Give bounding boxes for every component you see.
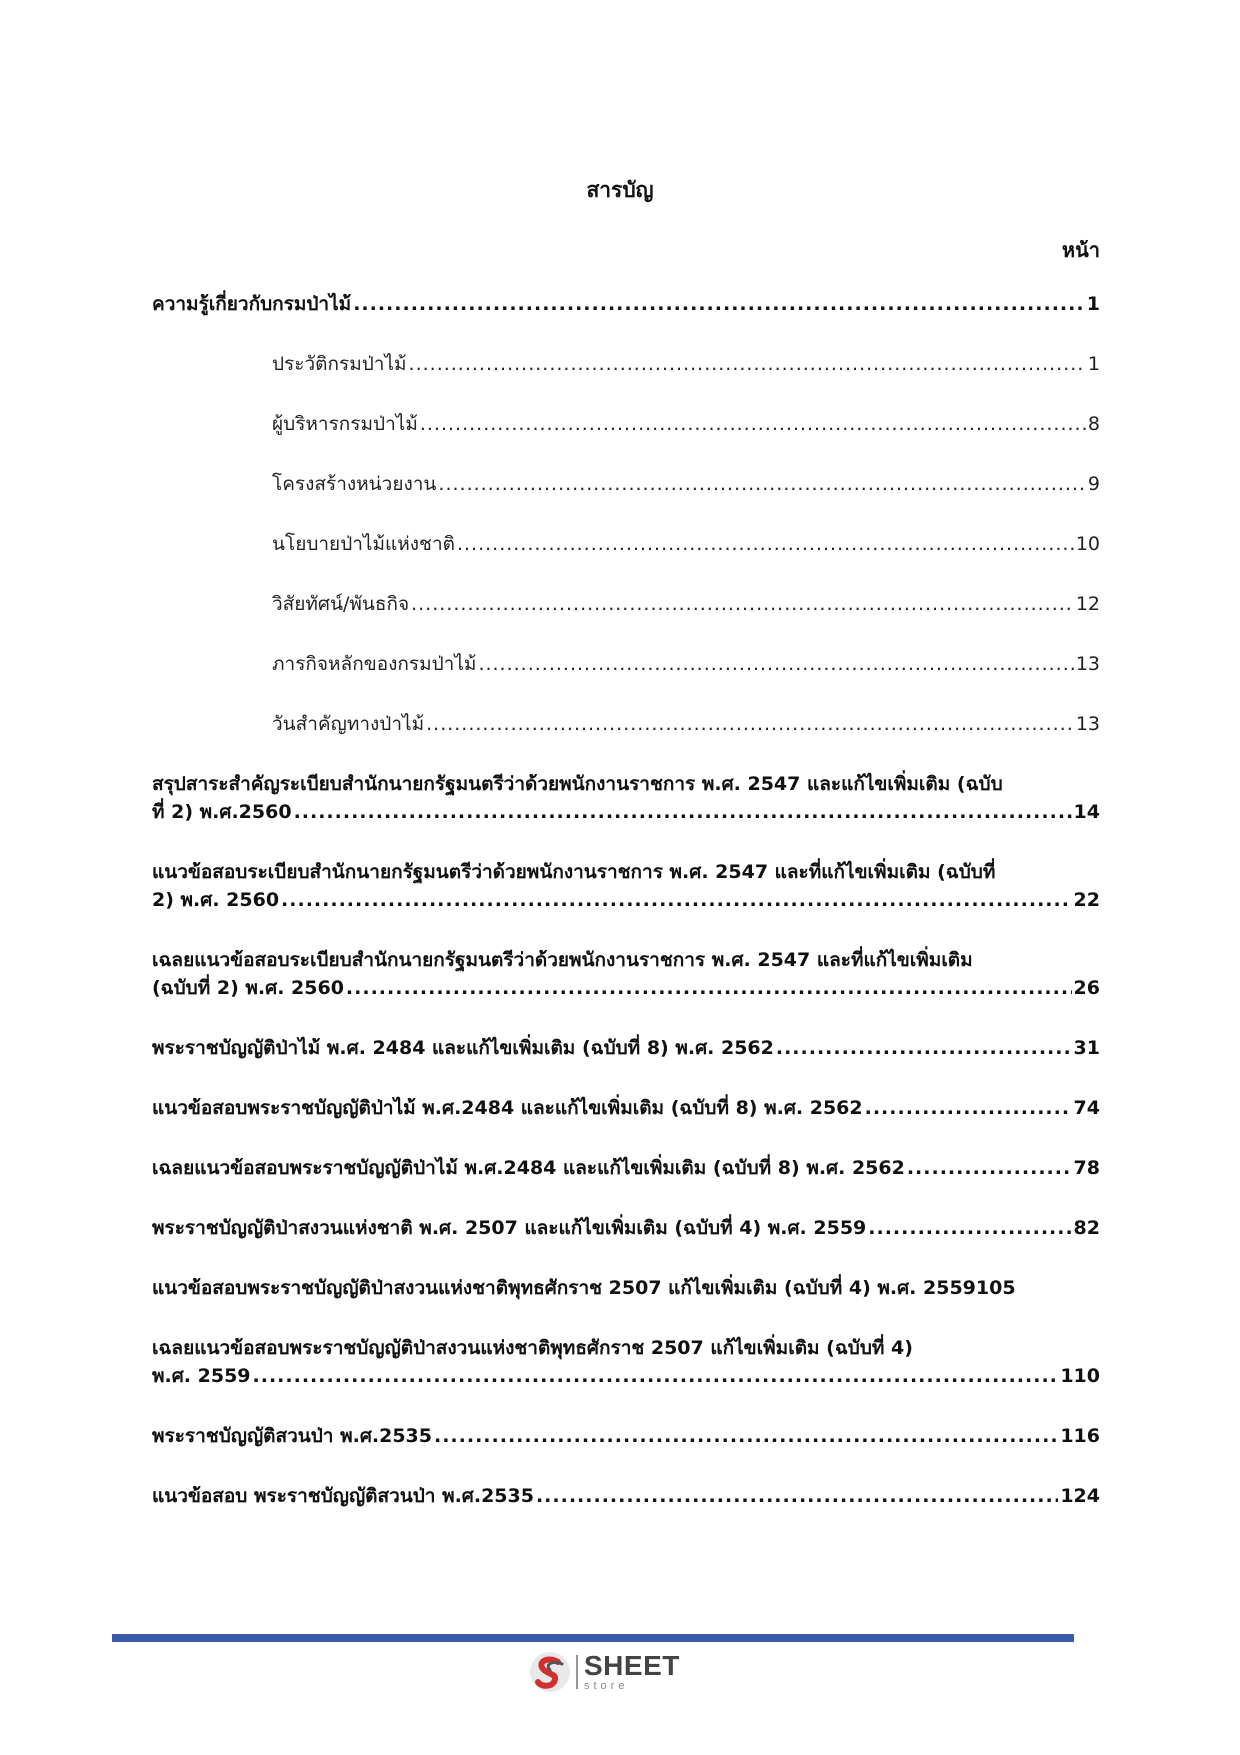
toc-entry-first-line: เฉลยแนวข้อสอบระเบียบสำนักนายกรัฐมนตรีว่าด้วยพนักงานราชการ พ.ศ. 2547 และที่แก้ไขเพิ่มเติม [152,949,973,971]
footer-divider [112,1634,1074,1642]
toc-entry-text: แนวข้อสอบ พระราชบัญญัติสวนป่า พ.ศ.2535 [152,1485,534,1507]
toc-entry [272,650,1100,678]
toc-entry-first-line: สรุปสาระสำคัญระเบียบสำนักนายกรัฐมนตรีว่าด้วยพนักงานราชการ พ.ศ. 2547 และแก้ไขเพิ่มเติม (ฉบับ [152,773,1003,795]
toc-entry [152,1334,1100,1390]
dot-leader [536,1482,1058,1510]
toc-entry [152,1094,1100,1122]
dot-leader [457,530,1074,558]
toc-entry [152,1274,1100,1302]
dot-leader [353,290,1085,318]
toc-entry-text: แนวข้อสอบพระราชบัญญัติป่าไม้ พ.ศ.2484 และแก้ไขเพิ่มเติม (ฉบับที่ 8) พ.ศ. 2562 [152,1097,863,1119]
dot-leader [281,886,1072,914]
toc-entry [152,1422,1100,1450]
toc-page-number: 8 [1087,413,1100,435]
toc-entry-text: ประวัติกรมป่าไม้ [272,353,407,375]
sheet-store-logo [528,1648,688,1696]
dot-leader [411,590,1074,618]
toc-entry [272,470,1100,498]
dot-leader [438,470,1086,498]
dot-leader [434,1422,1058,1450]
toc-entry-text: พระราชบัญญัติสวนป่า พ.ศ.2535 [152,1425,432,1447]
dot-leader [346,974,1072,1002]
toc-entry [272,530,1100,558]
dot-leader [426,710,1074,738]
page-column-header: หน้า [1061,238,1100,262]
toc-page-number: 14 [1073,801,1100,823]
toc-page-number: 26 [1073,977,1100,999]
toc-entry-text: พ.ศ. 2559 [152,1365,251,1387]
toc-entry [272,350,1100,378]
toc-page-number: 116 [1060,1425,1100,1447]
toc-entry [152,290,1100,318]
toc-entry-text: วิสัยทัศน์/พันธกิจ [272,593,410,615]
toc-entry-text: นโยบายป่าไม้แห่งชาติ [272,533,455,555]
dot-leader [420,410,1086,438]
toc-page-number: 78 [1073,1157,1100,1179]
toc-entry-text: ผู้บริหารกรมป่าไม้ [272,413,418,435]
toc-entry-text: (ฉบับที่ 2) พ.ศ. 2560 [152,977,344,999]
sheet-store-s-logo-icon [528,1650,572,1694]
toc-entry [152,770,1100,826]
toc-entry [272,410,1100,438]
toc-entry-text: 2) พ.ศ. 2560 [152,889,280,911]
toc-entry [152,1034,1100,1062]
toc-entry-text: วันสำคัญทางป่าไม้ [272,713,425,735]
dot-leader [478,650,1073,678]
toc-entry-text: ความรู้เกี่ยวกับกรมป่าไม้ [152,293,352,315]
logo-separator [576,1655,578,1689]
toc-page-number: 12 [1075,593,1100,615]
toc-page-number: 1 [1086,293,1100,315]
table-of-contents [152,290,1100,1542]
toc-entry-text: พระราชบัญญัติป่าสงวนแห่งชาติ พ.ศ. 2507 และแก้ไขเพิ่มเติม (ฉบับที่ 4) พ.ศ. 2559 [152,1217,867,1239]
toc-entry [152,1154,1100,1182]
dot-leader [868,1214,1071,1242]
toc-entry-first-line: เฉลยแนวข้อสอบพระราชบัญญัติป่าสงวนแห่งชาติพุทธศักราช 2507 แก้ไขเพิ่มเติม (ฉบับที่ 4) [152,1337,913,1359]
toc-page-number: 22 [1073,889,1100,911]
toc-page-number: 13 [1075,653,1100,675]
toc-page-number: 74 [1073,1097,1100,1119]
toc-entry-first-line: แนวข้อสอบระเบียบสำนักนายกรัฐมนตรีว่าด้วยพนักงานราชการ พ.ศ. 2547 และที่แก้ไขเพิ่มเติม (ฉบับที่ [152,861,996,883]
logo-wordmark: SHEET [584,1650,680,1681]
dot-leader [776,1034,1072,1062]
toc-page-number: 82 [1073,1217,1100,1239]
toc-title: สารบัญ [586,178,654,202]
toc-page-number: 31 [1073,1037,1100,1059]
toc-page-number: 13 [1075,713,1100,735]
toc-page-number: 1 [1087,353,1100,375]
dot-leader [294,798,1072,826]
toc-page-number: 105 [975,1277,1016,1299]
toc-entry [152,1214,1100,1242]
toc-page-number: 110 [1060,1365,1100,1387]
dot-leader [865,1094,1072,1122]
toc-page-number: 124 [1060,1485,1100,1507]
toc-entry [272,710,1100,738]
dot-leader [907,1154,1072,1182]
toc-entry [152,946,1100,1002]
toc-entry [152,858,1100,914]
toc-entry-text: ที่ 2) พ.ศ.2560 [152,801,292,823]
dot-leader [253,1362,1059,1390]
toc-page-number: 9 [1087,473,1100,495]
toc-page-number: 10 [1075,533,1100,555]
toc-entry [152,1482,1100,1510]
toc-entry-text: แนวข้อสอบพระราชบัญญัติป่าสงวนแห่งชาติพุทธศักราช 2507 แก้ไขเพิ่มเติม (ฉบับที่ 4) พ.ศ. 2559 [152,1277,976,1299]
toc-entry-text: เฉลยแนวข้อสอบพระราชบัญญัติป่าไม้ พ.ศ.2484 และแก้ไขเพิ่มเติม (ฉบับที่ 8) พ.ศ. 2562 [152,1157,905,1179]
toc-entry-text: ภารกิจหลักของกรมป่าไม้ [272,653,477,675]
logo-subtext: store [584,1680,629,1692]
toc-entry-text: พระราชบัญญัติป่าไม้ พ.ศ. 2484 และแก้ไขเพิ่มเติม (ฉบับที่ 8) พ.ศ. 2562 [152,1037,774,1059]
toc-entry [272,590,1100,618]
toc-entry-text: โครงสร้างหน่วยงาน [272,473,437,495]
dot-leader [409,350,1086,378]
